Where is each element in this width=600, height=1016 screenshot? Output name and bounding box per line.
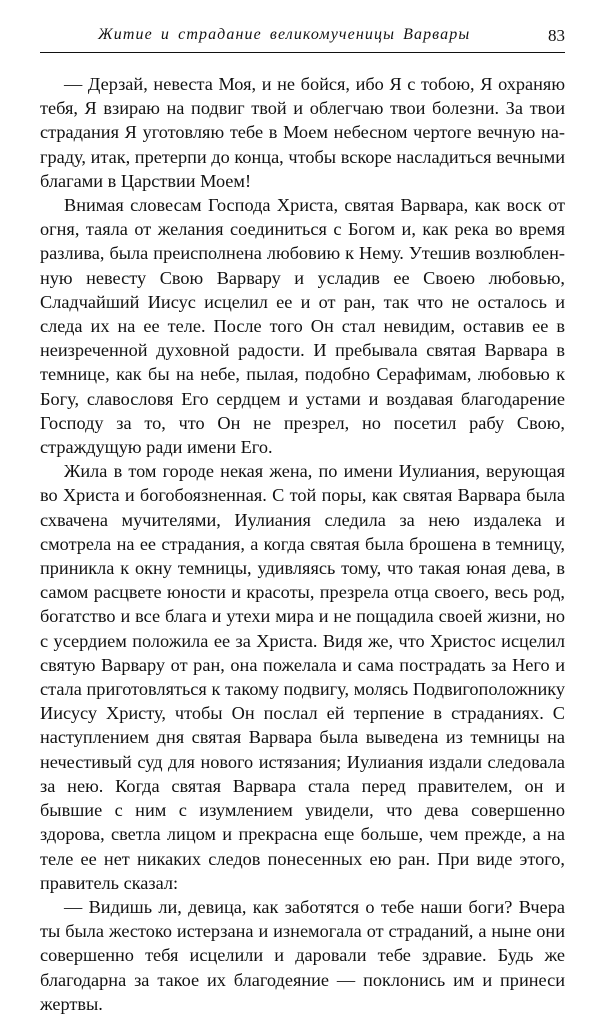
header-rule: [40, 52, 565, 53]
book-page: [40, 26, 565, 1014]
running-header: [40, 26, 565, 52]
paragraph-2: Внимая словесам Господа Христа, святая Варвара, как воск от огня, таяла от желания соединиться с Богом и, как река во время разлива, была преисполнена любовию к Нему. Утешив возлюбленную невесту Свою Варвару и усладив ее Своею любовью, Сладчайший Иисус исцелил ее и от ран, так что не осталось и следа их на ее теле. После того Он стал невидим, оставив ее в неизреченной духовной радости. И пребывала святая Варвара в темнице, как бы на небе, пылая, подобно Серафимам, любовью к Богу, славословя Его сердцем и устами и воздавая благодарение Господу за то, что Он не презрел, но посетил рабу Свою, страждущую ради имени Его.: [40, 195, 565, 458]
running-title: Житие и страдание великомученицы Варвары: [98, 26, 471, 43]
body-text: [40, 72, 565, 1016]
page-number: 83: [548, 26, 565, 45]
paragraph-4: — Видишь ли, девица, как заботятся о тебе наши боги? Вчера ты была жестоко истерзана и изнемогала от страданий, а ныне они совершенно тебя исцелили и даровали тебе здравие. Будь же благодарна за такое их благодеяние — поклонись им и принеси жертвы.: [40, 896, 565, 1014]
paragraph-3: Жила в том городе некая жена, по имени Иулиания, верующая во Христа и богобоязненная. С той поры, как святая Варвара была схвачена мучителями, Иулиания следила за нею издалека и смотрела на ее страдания, а когда святая была брошена в темницу, приникла к окну темницы, удивляясь тому, что такая юная дева, в самом расцвете юности и красоты, презрела отца своего, весь род, богатство и все блага и утехи мира и не пощадила своей жизни, но с усердием положила ее за Христа. Видя же, что Христос исцелил святую Варвару от ран, она пожелала и сама пострадать за Него и стала приготовляться к такому подвигу, молясь Подвигоположнику Иисусу Христу, чтобы Он послал ей терпение в страданиях. С наступлением дня святая Варвара была выведена из темницы на нечестивый суд для нового истязания; Иулиания издали следовала за нею. Когда святая Варвара стала перед правителем, он и бывшие с ним с изумлением увидели, что дева совершенно здорова, светла лицом и прекрасна еще больше, чем прежде, а на теле ее нет никаких следов понесенных ею ран. При виде этого, правитель сказал:: [40, 461, 565, 893]
paragraph-1: — Дерзай, невеста Моя, и не бойся, ибо Я с тобою, Я охраняю тебя, Я взираю на подвиг твой и облегчаю твои болезни. За твои страдания Я уготовляю тебе в Моем небесном чертоге вечную награду, итак, претерпи до конца, чтобы вскоре насладиться вечными благами в Царствии Моем!: [40, 74, 565, 191]
